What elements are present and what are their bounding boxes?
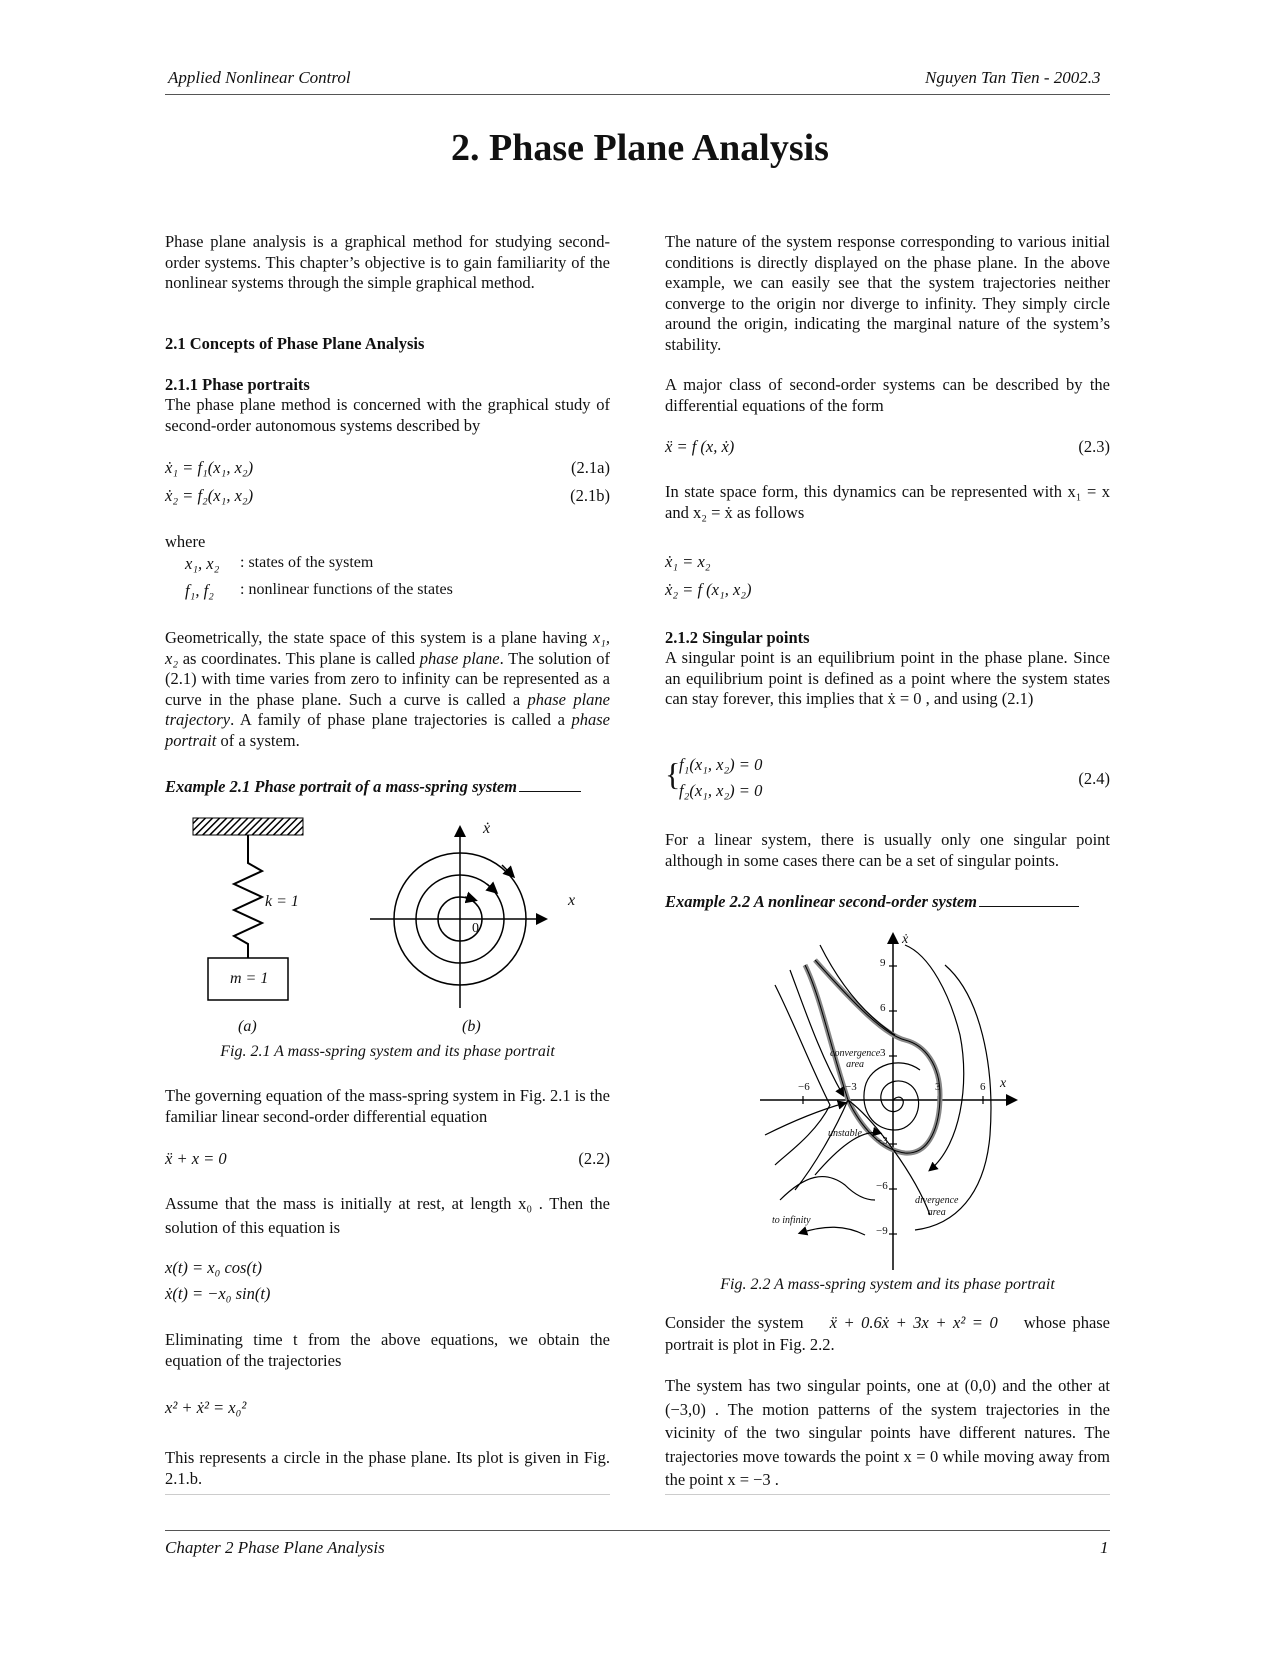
fig21-origin-label: 0: [472, 921, 479, 936]
page-number: 1: [1100, 1538, 1109, 1557]
fig22-tick-x3: 3: [935, 1081, 941, 1093]
equation-2-3: ẍ = f (x, ẋ): [665, 437, 735, 456]
section-2-1-2-heading: 2.1.2 Singular points: [665, 628, 810, 647]
state-eq-1: ẋ₁ = x₂: [665, 552, 711, 571]
header-left: Applied Nonlinear Control: [168, 68, 351, 87]
where-label: where: [165, 532, 206, 551]
state-space-paragraph: In state space form, this dynamics can be represented with x₁ = x and x₂ = ẋ as follows: [665, 482, 1110, 522]
example-2-2-heading: Example 2.2 A nonlinear second-order system: [665, 892, 1110, 913]
figure-2-2-caption: Fig. 2.2 A mass-spring system and its phase portrait: [720, 1276, 1055, 1293]
equation-2-4-number: (2.4): [1078, 769, 1110, 788]
equation-2-2: ẍ + x = 0: [165, 1149, 227, 1168]
linear-system-paragraph: For a linear system, there is usually only one singular point although in some cases there can be a set of singular points.: [665, 830, 1110, 870]
equation-2-1a: ẋ₁ = f₁(x₁, x₂): [165, 458, 254, 477]
fig22-tick-6: 6: [880, 1002, 886, 1014]
singular-points-paragraph: The system has two singular points, one at (0,0) and the other at (−3,0) . The motion patterns of the system trajectories in the vicinity of the two singular points have different natures. The trajectories move towards the point x = 0 while moving away from the point x = −3 .: [665, 1376, 1110, 1489]
spring: [234, 835, 262, 958]
consider-paragraph: Consider the system ẍ + 0.6ẋ + 3x + x² = 0 whose phase portrait is plot in Fig. 2.2.: [665, 1313, 1111, 1354]
circle-paragraph: This represents a circle in the phase plane. Its plot is given in Fig. 2.1.b.: [165, 1448, 610, 1488]
header-rule: [165, 94, 1110, 95]
eliminate-paragraph: Eliminating time t from the above equations, we obtain the equation of the trajectories: [165, 1330, 610, 1370]
geometry-paragraph: Geometrically, the state space of this system is a plane having x₁, x₂ as coordinates. This plane is called phase plane. The solution of (2.1) with time varies from zero to infinity can be represented as a curve in the phase plane. Such a curve is called a phase plane trajectory. A family of phase plane trajectories is called a phase portrait of a system.: [165, 628, 611, 750]
fig22-tick-xm3: −3: [845, 1081, 857, 1093]
fig21-k-label: k = 1: [265, 893, 299, 910]
fig21-a-label: (a): [238, 1018, 257, 1035]
section-2-1-1-heading: 2.1.1 Phase portraits: [165, 375, 310, 394]
fig22-xdot-label: ẋ: [902, 932, 909, 947]
fig21-xdot-label: ẋ: [483, 820, 491, 837]
flow-arrow: [487, 884, 496, 892]
example-2-1-heading: Example 2.1 Phase portrait of a mass-spring system: [165, 777, 610, 798]
spiral-trajectory: [864, 1063, 920, 1130]
section-2-1-heading: 2.1 Concepts of Phase Plane Analysis: [165, 334, 425, 353]
major-class-paragraph: A major class of second-order systems can be described by the differential equations of the form: [665, 375, 1110, 415]
trajectory-equation: x² + ẋ² = x₀²: [165, 1398, 247, 1417]
figure-2-1: [165, 808, 610, 1038]
equation-2-4b: f₂(x₁, x₂) = 0: [679, 781, 763, 800]
fig22-tick-9: 9: [880, 957, 886, 969]
solution-x: x(t) = x₀ cos(t): [165, 1258, 263, 1277]
singular-paragraph: A singular point is an equilibrium point in the phase plane. Since an equilibrium point is defined as a point where the system states can stay forever, this implies that ẋ = 0 , and using (2.1): [665, 648, 1110, 708]
fig22-tick-xm6: −6: [798, 1081, 810, 1093]
equation-2-4a: f₁(x₁, x₂) = 0: [679, 755, 763, 774]
fig22-tick-m9: −9: [876, 1225, 888, 1237]
trajectory: [800, 1227, 865, 1235]
fig22-tick-x6: 6: [980, 1081, 986, 1093]
column-rule-left: [165, 1494, 610, 1495]
ceiling-hatch: [193, 818, 303, 835]
fig22-tick-m3: −3: [876, 1135, 888, 1147]
fig22-x-label: x: [1000, 1076, 1007, 1091]
fig21-x-label: x: [568, 892, 576, 909]
trajectory: [915, 965, 991, 1230]
where-desc-functions: : nonlinear functions of the states: [240, 581, 453, 598]
equation-2-1a-number: (2.1a): [571, 458, 610, 477]
fig22-tick-3: 3: [880, 1047, 886, 1059]
where-symbol-f: f₁, f₂: [185, 581, 214, 600]
header-right: Nguyen Tan Tien - 2002.3: [925, 68, 1101, 87]
fig21-m-label: m = 1: [230, 970, 269, 987]
where-desc-states: : states of the system: [240, 554, 374, 571]
equation-2-1b-number: (2.1b): [570, 486, 610, 505]
intro-paragraph: Phase plane analysis is a graphical method for studying second-order systems. This chapter’s objective is to gain familiarity of the nonlinear systems through the simple graphical method.: [165, 232, 610, 292]
equation-2-3-number: (2.3): [1078, 437, 1110, 456]
phase-portraits-paragraph: The phase plane method is concerned with the graphical study of second-order autonomous systems described by: [165, 395, 610, 435]
fig22-infinity-label: to infinity: [772, 1215, 811, 1226]
trajectory: [780, 1177, 875, 1200]
equation-2-1b: ẋ₂ = f₂(x₁, x₂): [165, 486, 254, 505]
equation-2-4-brace: {: [665, 756, 681, 792]
solution-xdot: ẋ(t) = −x₀ sin(t): [165, 1284, 271, 1303]
nature-paragraph: The nature of the system response corresponding to various initial conditions is directly displayed on the phase plane. In the above example, we can easily see that the system trajectories neither converge to the origin nor diverge to infinity. They simply circle around the origin, indicating the marginal nature of the system’s stability.: [665, 232, 1110, 354]
where-symbol-x: x₁, x₂: [185, 554, 220, 573]
fig22-convergence-label: convergence area: [830, 1048, 881, 1070]
fig22-tick-m6: −6: [876, 1180, 888, 1192]
fig21-b-label: (b): [462, 1018, 481, 1035]
fig22-unstable-label: unstable: [828, 1128, 862, 1139]
page-title: 2. Phase Plane Analysis: [451, 127, 829, 169]
equation-2-2-number: (2.2): [578, 1149, 610, 1168]
figure-2-1-caption: Fig. 2.1 A mass-spring system and its phase portrait: [220, 1043, 555, 1060]
governing-paragraph: The governing equation of the mass-spring system in Fig. 2.1 is the familiar linear second-order differential equation: [165, 1086, 610, 1126]
assume-paragraph: Assume that the mass is initially at rest, at length x₀ . Then the solution of this equation is: [165, 1194, 610, 1237]
fig22-divergence-label: divergence area: [915, 1195, 959, 1218]
column-rule-right: [665, 1494, 1110, 1495]
footer-rule: [165, 1530, 1110, 1531]
footer-left: Chapter 2 Phase Plane Analysis: [165, 1538, 385, 1557]
state-eq-2: ẋ₂ = f (x₁, x₂): [665, 580, 752, 599]
